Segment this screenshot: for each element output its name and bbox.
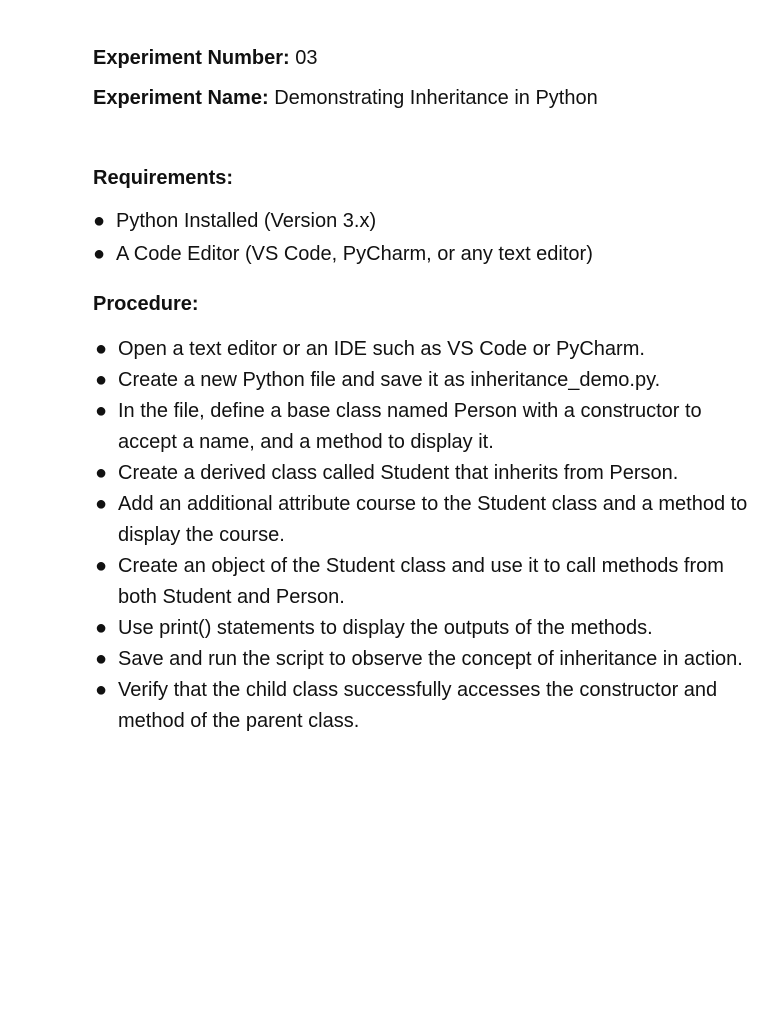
procedure-step-text: Use print() statements to display the outputs of the methods. (118, 617, 653, 639)
bullet-icon: ● (93, 210, 106, 232)
procedure-step-text: Verify that the child class successfully accesses the constructor and method of the parent class. (118, 679, 718, 732)
procedure-list (95, 334, 755, 737)
bullet-icon: ● (95, 369, 108, 391)
procedure-step (95, 334, 755, 365)
requirements-list (93, 205, 593, 271)
procedure-step (95, 396, 755, 458)
procedure-step (95, 365, 755, 396)
experiment-name-value: Demonstrating Inheritance in Python (274, 87, 598, 109)
procedure-step (95, 675, 755, 737)
procedure-step (95, 644, 755, 675)
procedure-step-text: Save and run the script to observe the concept of inheritance in action. (118, 648, 743, 670)
bullet-icon: ● (95, 679, 108, 701)
requirement-text: A Code Editor (VS Code, PyCharm, or any text editor) (116, 243, 593, 265)
bullet-icon: ● (95, 493, 108, 515)
procedure-step-text: Create a new Python file and save it as inheritance_demo.py. (118, 369, 661, 391)
procedure-step-text: Add an additional attribute course to the Student class and a method to display the course. (118, 493, 748, 546)
requirements-heading: Requirements: (93, 167, 234, 189)
procedure-step (95, 489, 755, 551)
experiment-number-line (93, 45, 318, 71)
experiment-name-line (93, 85, 598, 111)
bullet-icon: ● (95, 338, 108, 360)
requirement-item (93, 238, 593, 271)
bullet-icon: ● (95, 400, 108, 422)
bullet-icon: ● (95, 555, 108, 577)
bullet-icon: ● (95, 617, 108, 639)
experiment-number-value: 03 (295, 47, 318, 69)
procedure-step-text: In the file, define a base class named Person with a constructor to accept a name, and a method to display it. (118, 400, 702, 453)
procedure-step (95, 613, 755, 644)
procedure-step (95, 551, 755, 613)
bullet-icon: ● (93, 243, 106, 265)
procedure-step-text: Open a text editor or an IDE such as VS Code or PyCharm. (118, 338, 645, 360)
procedure-step-text: Create a derived class called Student that inherits from Person. (118, 462, 679, 484)
requirement-text: Python Installed (Version 3.x) (116, 210, 377, 232)
experiment-number-label: Experiment Number: (93, 47, 290, 69)
procedure-heading: Procedure: (93, 293, 199, 315)
bullet-icon: ● (95, 462, 108, 484)
bullet-icon: ● (95, 648, 108, 670)
requirement-item (93, 205, 593, 238)
procedure-step (95, 458, 755, 489)
experiment-name-label: Experiment Name: (93, 87, 269, 109)
procedure-step-text: Create an object of the Student class and use it to call methods from both Student and Person. (118, 555, 724, 608)
